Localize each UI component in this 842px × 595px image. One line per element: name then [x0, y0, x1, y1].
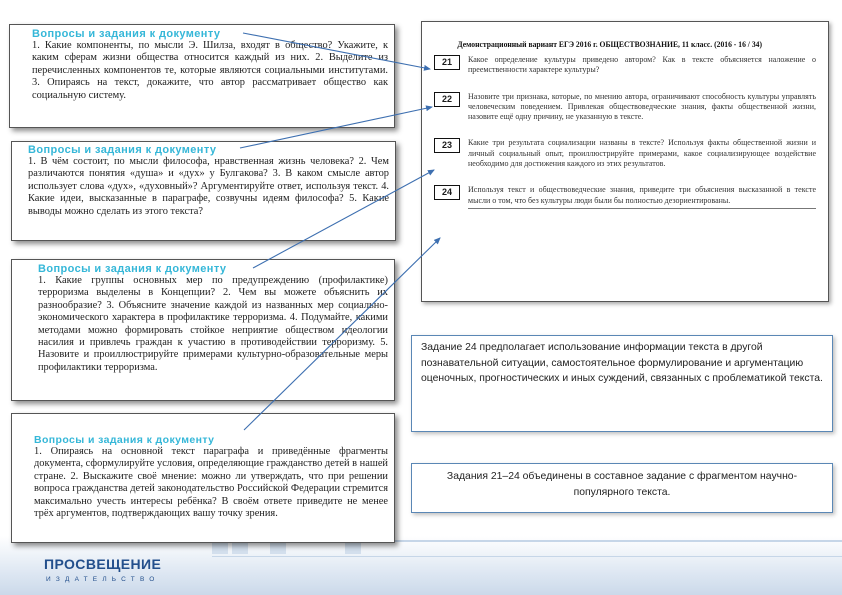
task-text: Какие три результата социализации названы в тексте? Используя факты общественной жизни и личный социальный опыт, проиллюстрируйте примерами, какое социализирующее воздействие необходимо для достижения каждого из этих результатов.: [468, 138, 816, 169]
task-number: 22: [434, 92, 460, 107]
document-questions-box-4: [11, 413, 395, 543]
questions-title: Вопросы и задания к документу: [38, 263, 227, 275]
document-questions-box-1: [9, 24, 395, 128]
questions-title: Вопросы и задания к документу: [34, 434, 215, 446]
document-questions-box-2: [11, 141, 396, 241]
exam-task: [434, 92, 816, 123]
questions-title: Вопросы и задания к документу: [32, 28, 221, 40]
task-text: Используя текст и обществоведческие знания, приведите три объяснения высказанной в тексте мысли о том, что без культуры люди были бы полностью дезориентированы.: [468, 185, 816, 205]
questions-text: 1. Опираясь на основной текст параграфа и приведённые фрагменты документа, сформулируйте условия, определяющие гражданство детей в нашей стране. 2. Выскажите своё мнение: можно ли утверждать, что при решении вопроса гражданства детей законодательство Российской Федерации стремится максимально учесть интересы ребёнка? В своём ответе приведите не менее трёх аргументов, подтверждающих вашу точку зрения.: [34, 446, 388, 520]
task-text: Какое определение культуры приведено автором? Как в тексте объясняется наложение о преемственности характере культуры?: [468, 55, 816, 75]
publisher-logo-subtitle: ИЗДАТЕЛЬСТВО: [46, 576, 160, 583]
footer-square: [212, 542, 228, 554]
answer-line: [468, 208, 816, 209]
questions-title: Вопросы и задания к документу: [28, 144, 217, 156]
task-number: 23: [434, 138, 460, 153]
task-text: Назовите три признака, которые, по мнению автора, ограничивают способность культуры управлять человеческим поведением. Привлекая обществоведческие знания, факты общественной жизни, назовите ещё одну причину, не указанную в тексте.: [468, 91, 816, 122]
questions-text: 1. Какие компоненты, по мысли Э. Шилза, входят в общество? Укажите, к каким сферам жизни общества относится каждый из них. 2. Выделите из перечисленных компонентов те, которые являются социальными институтами. 3. Опираясь на текст, докажите, что автор рассматривает общество как социальную систему.: [32, 40, 388, 101]
task-number: 24: [434, 185, 460, 200]
footer-square: [232, 542, 248, 554]
note-task-24: Задание 24 предполагает использование информации текста в другой познавательной ситуации, самостоятельное формулирование и аргументацию оценочных, прогностических и иных суждений, связанных с проблематикой текста.: [411, 335, 833, 432]
exam-task: [434, 185, 816, 209]
publisher-logo: ПРОСВЕЩЕНИЕ: [44, 556, 162, 572]
exam-excerpt: [421, 21, 829, 302]
questions-text: 1. В чём состоит, по мысли философа, нравственная жизнь человека? 2. Чем различаются понятия «душа» и «дух» у Булгакова? 3. В каком смысле автор использует слова «дух», «духовный»? Аргументируйте ответ, используя текст. 4. Какие идеи, высказанные в параграфе, созвучны идеям философа? 5. Какие выводы можно сделать из этого текста?: [28, 156, 389, 217]
note-tasks-21-24: Задания 21–24 объединены в составное задание с фрагментом научно-популярного текста.: [411, 463, 833, 513]
exam-task: [434, 55, 816, 76]
footer-square: [345, 542, 361, 554]
task-number: 21: [434, 55, 460, 70]
document-questions-box-3: [11, 259, 395, 401]
exam-header: Демонстрационный вариант ЕГЭ 2016 г. ОБЩЕСТВОЗНАНИЕ, 11 класс. (2016 - 16 / 34): [457, 40, 763, 49]
questions-text: 1. Какие группы основных мер по предупреждению (профилактике) терроризма выделены в Концепции? 2. Чем вы можете объяснить их разнообразие? 3. Объясните значение каждой из названных мер социально-экономического характера в профилактике терроризма. 4. Подумайте, какими методами можно формировать стойкое неприятие обществом идеологии насилия и привлечь граждан к участию в противодействии терроризму. 5. Назовите и проиллюстрируйте примерами культурно-образовательные меры профилактики терроризма.: [38, 275, 388, 373]
footer-square: [270, 542, 286, 554]
exam-task: [434, 138, 816, 169]
